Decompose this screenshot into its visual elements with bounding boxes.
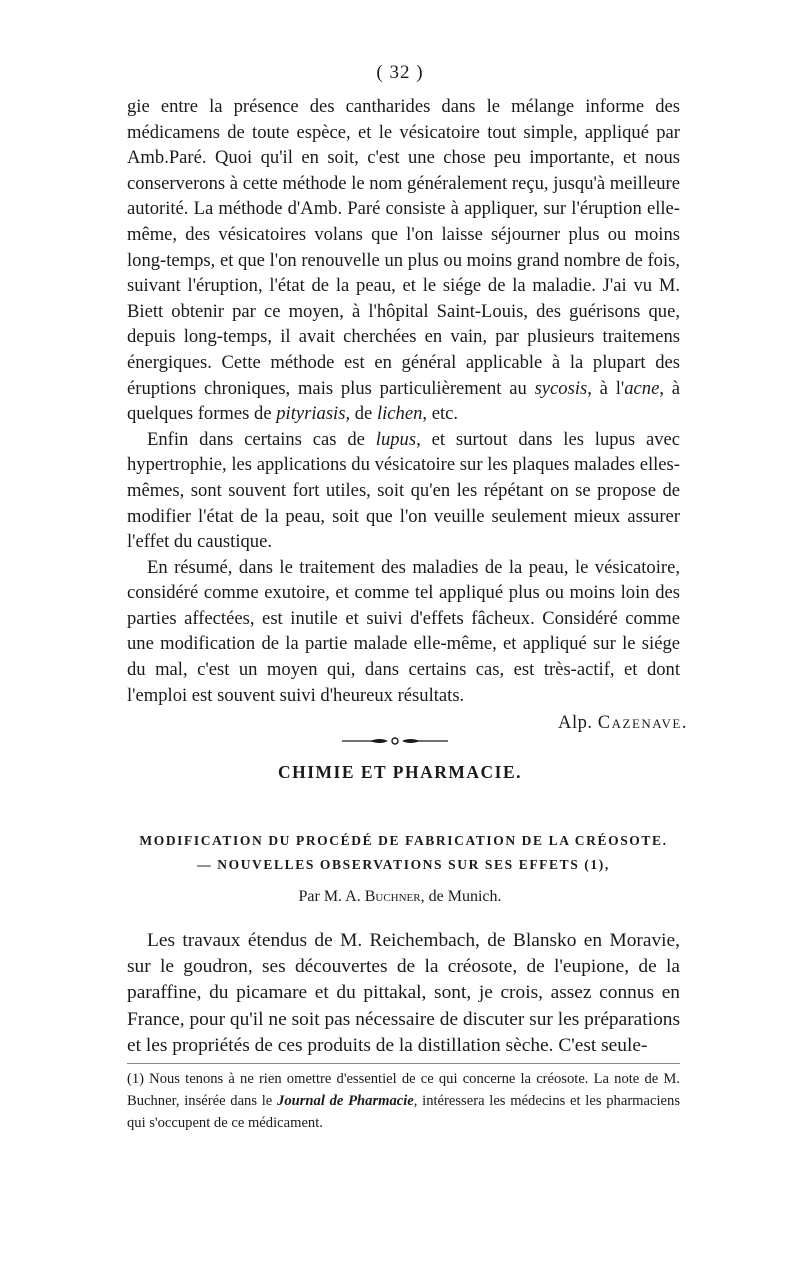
paragraph-reichembach: Les travaux étendus de M. Reichembach, de Blansko en Moravie, sur le goudron, ses découvertes de la créosote, de l'eupione, de la paraffine, du picamare et du pittakal, sont, je crois, assez connus en France, pour qu'il ne soit pas nécessaire de discuter sur les préparations et les propriétés de ces produits de la distillation sèche. C'est seule-	[127, 930, 680, 1056]
author-name: Buchner	[364, 888, 421, 905]
term-pityriasis: pityriasis	[276, 403, 346, 425]
paragraph-resume: En résumé, dans le traitement des maladies de la peau, le vésicatoire, considéré comme exutoire, et comme tel appliqué plus ou moins loin des parties affectées, est inutile et suivi d'effets fâcheux. Considéré comme une modification de la partie malade elle-même, et appliqué sur le siége du mal, c'est un moyen qui, dans certains cas, est très-actif, et dont l'emploi est souvent suivi d'heureux résultats.	[127, 556, 680, 706]
paragraph-lupus: Enfin dans certains cas de lupus, et surtout dans les lupus avec hypertrophie, les applications du vésicatoire sur les plaques malades elles-mêmes, sont souvent fort utiles, soit qu'en les répétant on se propose de modifier l'état de la peau, soit que l'on veuille seulement mieux assurer l'effet du caustique.	[127, 428, 680, 553]
author-signature: Alp. Cazenave.	[558, 712, 688, 733]
article-title-line-1: MODIFICATION DU PROCÉDÉ DE FABRICATION DE LA CRÉOSOTE.	[139, 833, 668, 848]
article-body-buchner	[127, 928, 680, 1059]
section-divider-ornament	[340, 731, 450, 751]
article-title-line-2: — NOUVELLES OBSERVATIONS SUR SES EFFETS (1),	[197, 857, 610, 872]
term-lichen: lichen	[376, 403, 423, 425]
article-body-cazenave	[127, 94, 680, 708]
journal-title: Journal de Pharmacie	[277, 1093, 414, 1109]
term-sycosis: sycosis	[534, 377, 588, 399]
page-number: ( 32 )	[376, 62, 424, 83]
term-acne: acne	[624, 377, 660, 399]
section-title: CHIMIE ET PHARMACIE.	[277, 762, 523, 782]
footnote-rule	[127, 1063, 680, 1064]
paragraph-vesicatoire-method: gie entre la présence des cantharides dans le mélange informe des médicamens de toute espèce, et le vésicatoire tout simple, appliqué par Amb.Paré. Quoi qu'il en soit, c'est une chose peu importante, et nous conserverons à cette méthode le nom généralement reçu, jusqu'à meilleure autorité. La méthode d'Amb. Paré consiste à appliquer, sur l'éruption elle-même, des vésicatoires volans que l'on laisse séjourner plus ou moins long-temps, et que l'on renouvelle un plus ou moins grand nombre de fois, suivant l'éruption, l'état de la peau, et le siége de la maladie. J'ai vu M. Biett obtenir par ce moyen, à l'hôpital Saint-Louis, des guérisons que, depuis long-temps, il avait cherchées en vain, par plusieurs traitemens énergiques. Cette méthode est en général applicable à la plupart des éruptions chroniques, mais plus particulièrement au sycosis, à l'acne, à quelques formes de pityriasis, de lichen, etc.	[127, 96, 680, 425]
article-byline: Par M. A. Buchner, de Munich.	[298, 888, 502, 905]
term-lupus: lupus	[375, 428, 417, 450]
footnote: (1) Nous tenons à ne rien omettre d'essentiel de ce qui concerne la créosote. La note de M. Buchner, insérée dans le Journal de Pharmacie, intéressera les médecins et les pharmaciens qui s'occupent de ce médicament.	[127, 1071, 680, 1131]
